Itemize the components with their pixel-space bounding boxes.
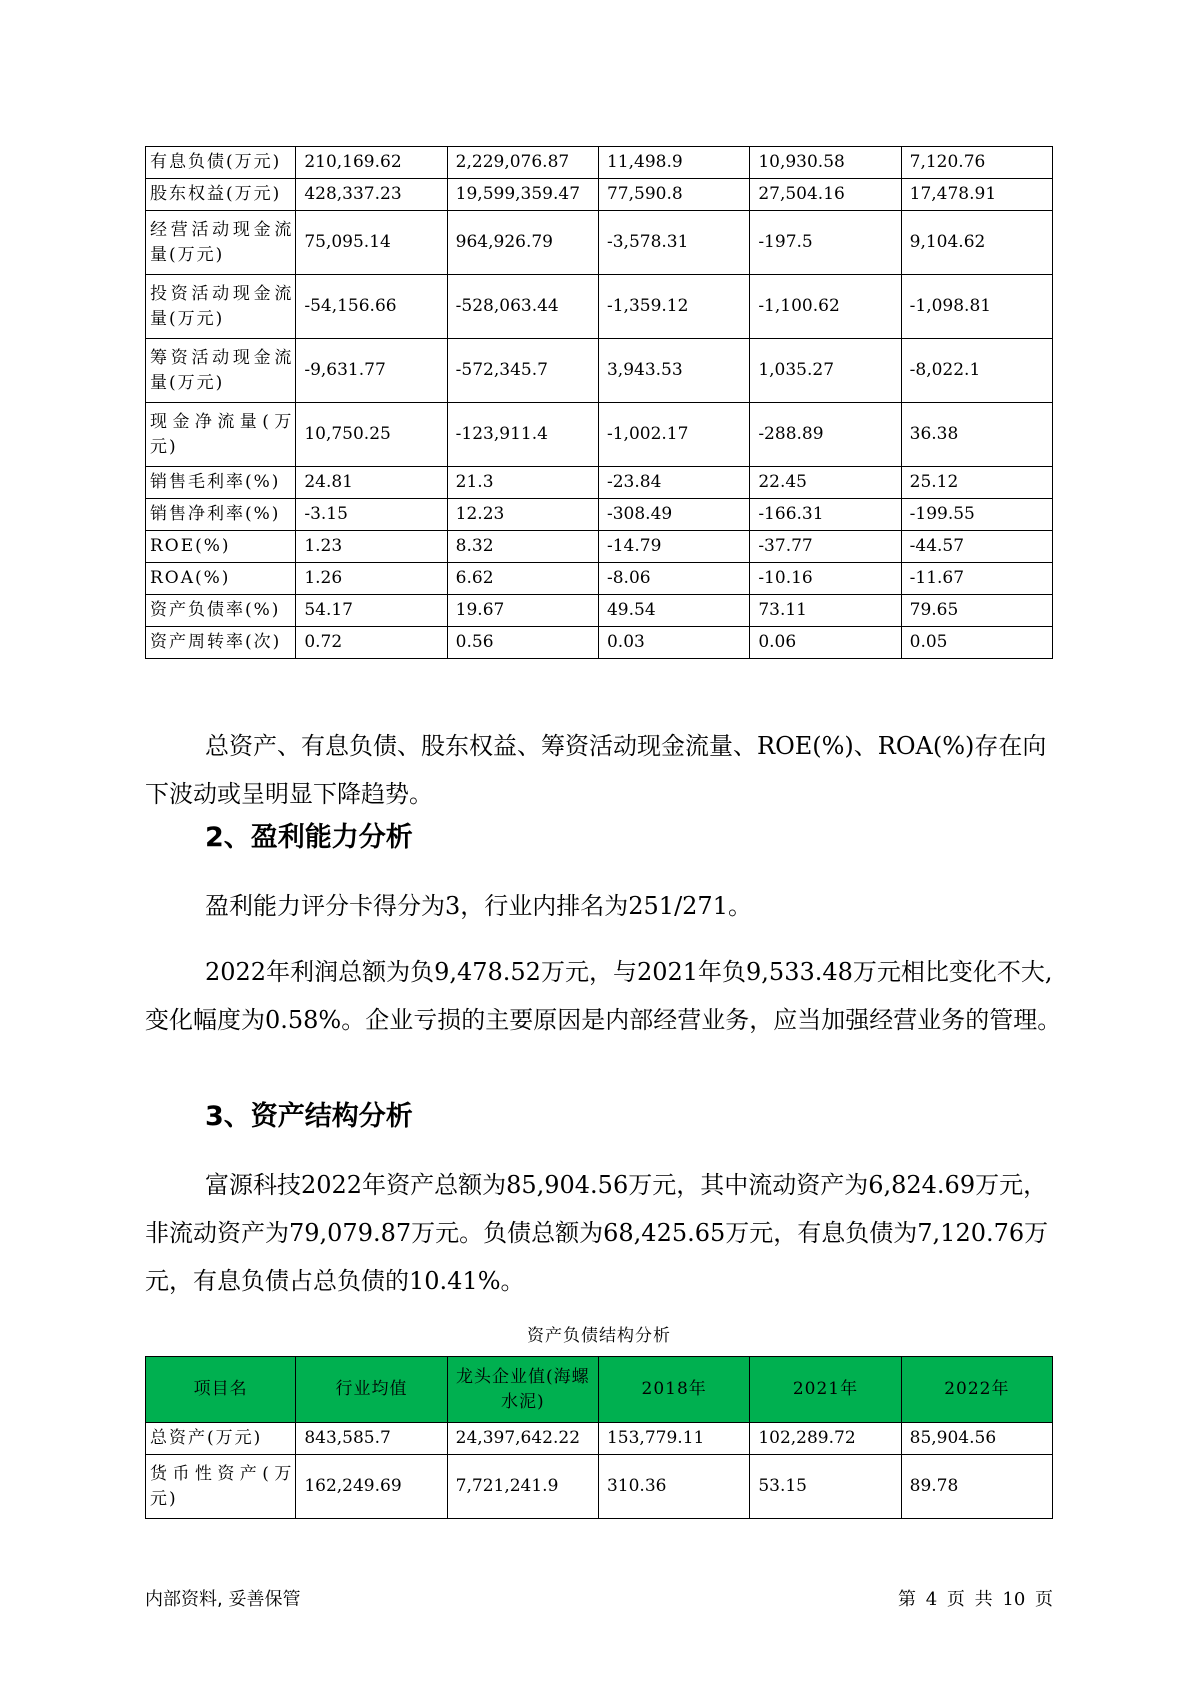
table-cell: 79.65 (901, 595, 1052, 627)
asset-structure-paragraph: 富源科技2022年资产总额为85,904.56万元，其中流动资产为6,824.69万元，非流动资产为79,079.87万元。负债总额为68,425.65万元，有息负债为7,120.76万元，有息负债占总负债的10.41%。 (145, 1171, 1049, 1295)
table-row (146, 275, 1053, 339)
row-label: ROA(%) (146, 563, 296, 595)
table-cell: 964,926.79 (447, 211, 598, 275)
table-cell: -9,631.77 (296, 339, 447, 403)
table-cell: 153,779.11 (598, 1423, 749, 1455)
table-row (146, 627, 1053, 659)
row-label: 现金净流量(万元) (146, 403, 296, 467)
table-cell: 11,498.9 (598, 147, 749, 179)
table-row (146, 179, 1053, 211)
table-cell: 0.05 (901, 627, 1052, 659)
table-cell: -572,345.7 (447, 339, 598, 403)
table-cell: 27,504.16 (750, 179, 901, 211)
table-cell: 102,289.72 (750, 1423, 901, 1455)
table-header-row (146, 1357, 1053, 1423)
table-cell: 7,721,241.9 (447, 1455, 598, 1519)
table-row (146, 1455, 1053, 1519)
table-row (146, 467, 1053, 499)
column-header: 2022年 (901, 1357, 1052, 1423)
column-header: 2018年 (598, 1357, 749, 1423)
table-cell: 89.78 (901, 1455, 1052, 1519)
row-label: 筹资活动现金流量(万元) (146, 339, 296, 403)
table-cell: -8,022.1 (901, 339, 1052, 403)
table-cell: -23.84 (598, 467, 749, 499)
row-label: 货币性资产(万元) (146, 1455, 296, 1519)
table-row (146, 147, 1053, 179)
footer-confidential-note: 内部资料, 妥善保管 (145, 1589, 301, 1610)
table-cell: 843,585.7 (296, 1423, 447, 1455)
table-cell: 17,478.91 (901, 179, 1052, 211)
table-row (146, 531, 1053, 563)
table-caption: 资产负债结构分析 (527, 1326, 671, 1346)
table-cell: -37.77 (750, 531, 901, 563)
asset-liability-structure-table (145, 1356, 1053, 1519)
table-cell: 10,750.25 (296, 403, 447, 467)
column-header: 项目名 (146, 1357, 296, 1423)
column-header: 龙头企业值(海螺水泥) (447, 1357, 598, 1423)
table-cell: 6.62 (447, 563, 598, 595)
table-cell: 53.15 (750, 1455, 901, 1519)
row-label: 投资活动现金流量(万元) (146, 275, 296, 339)
table-cell: -11.67 (901, 563, 1052, 595)
table-cell: -10.16 (750, 563, 901, 595)
row-label: 资产周转率(次) (146, 627, 296, 659)
table-cell: 19,599,359.47 (447, 179, 598, 211)
table-cell: 7,120.76 (901, 147, 1052, 179)
table-row (146, 339, 1053, 403)
table-cell: 75,095.14 (296, 211, 447, 275)
row-label: 资产负债率(%) (146, 595, 296, 627)
table-cell: -166.31 (750, 499, 901, 531)
table-cell: 24,397,642.22 (447, 1423, 598, 1455)
table-cell: -197.5 (750, 211, 901, 275)
table-cell: 0.03 (598, 627, 749, 659)
table-cell: 1.26 (296, 563, 447, 595)
row-label: 销售净利率(%) (146, 499, 296, 531)
table-cell: -123,911.4 (447, 403, 598, 467)
column-header: 行业均值 (296, 1357, 447, 1423)
table-cell: -44.57 (901, 531, 1052, 563)
table-cell: -54,156.66 (296, 275, 447, 339)
table-cell: -14.79 (598, 531, 749, 563)
table-row (146, 211, 1053, 275)
table-cell: 9,104.62 (901, 211, 1052, 275)
financial-indicators-table (145, 146, 1053, 659)
table-cell: 10,930.58 (750, 147, 901, 179)
profitability-score-paragraph: 盈利能力评分卡得分为3，行业内排名为251/271。 (205, 892, 752, 920)
table-cell: -1,098.81 (901, 275, 1052, 339)
table-cell: 2,229,076.87 (447, 147, 598, 179)
table-row (146, 1423, 1053, 1455)
table-cell: 0.56 (447, 627, 598, 659)
table-cell: 54.17 (296, 595, 447, 627)
table-cell: -528,063.44 (447, 275, 598, 339)
table-row (146, 499, 1053, 531)
row-label: ROE(%) (146, 531, 296, 563)
table-cell: 85,904.56 (901, 1423, 1052, 1455)
table-cell: -8.06 (598, 563, 749, 595)
table-cell: 19.67 (447, 595, 598, 627)
row-label: 销售毛利率(%) (146, 467, 296, 499)
column-header: 2021年 (750, 1357, 901, 1423)
table-cell: -3,578.31 (598, 211, 749, 275)
table-cell: -1,100.62 (750, 275, 901, 339)
table-cell: 8.32 (447, 531, 598, 563)
table-cell: 49.54 (598, 595, 749, 627)
table-cell: 73.11 (750, 595, 901, 627)
table-cell: 428,337.23 (296, 179, 447, 211)
row-label: 有息负债(万元) (146, 147, 296, 179)
table-cell: -1,002.17 (598, 403, 749, 467)
table-cell: -1,359.12 (598, 275, 749, 339)
trend-paragraph: 总资产、有息负债、股东权益、筹资活动现金流量、ROE(%)、ROA(%)存在向下波动或呈明显下降趋势。 (145, 732, 1047, 808)
profit-analysis-paragraph: 2022年利润总额为负9,478.52万元，与2021年负9,533.48万元相比变化不大,变化幅度为0.58%。企业亏损的主要原因是内部经营业务，应当加强经营业务的管理。 (145, 958, 1062, 1034)
table-row (146, 595, 1053, 627)
row-label: 股东权益(万元) (146, 179, 296, 211)
footer-page-number: 第 4 页 共 10 页 (898, 1589, 1053, 1610)
table-cell: 22.45 (750, 467, 901, 499)
table-cell: 25.12 (901, 467, 1052, 499)
table-cell: 0.06 (750, 627, 901, 659)
table-row (146, 563, 1053, 595)
section-heading-asset-structure: 3、资产结构分析 (205, 1101, 413, 1132)
table-cell: 21.3 (447, 467, 598, 499)
table-cell: -3.15 (296, 499, 447, 531)
table-row (146, 403, 1053, 467)
row-label: 经营活动现金流量(万元) (146, 211, 296, 275)
table-cell: 0.72 (296, 627, 447, 659)
table-cell: 1.23 (296, 531, 447, 563)
table-cell: -308.49 (598, 499, 749, 531)
table-cell: 162,249.69 (296, 1455, 447, 1519)
table-cell: -288.89 (750, 403, 901, 467)
table-cell: 24.81 (296, 467, 447, 499)
table-cell: 12.23 (447, 499, 598, 531)
table-cell: 1,035.27 (750, 339, 901, 403)
row-label: 总资产(万元) (146, 1423, 296, 1455)
table-cell: -199.55 (901, 499, 1052, 531)
table-cell: 310.36 (598, 1455, 749, 1519)
table-cell: 210,169.62 (296, 147, 447, 179)
section-heading-profitability: 2、盈利能力分析 (205, 822, 413, 853)
table-cell: 3,943.53 (598, 339, 749, 403)
table-cell: 36.38 (901, 403, 1052, 467)
table-cell: 77,590.8 (598, 179, 749, 211)
